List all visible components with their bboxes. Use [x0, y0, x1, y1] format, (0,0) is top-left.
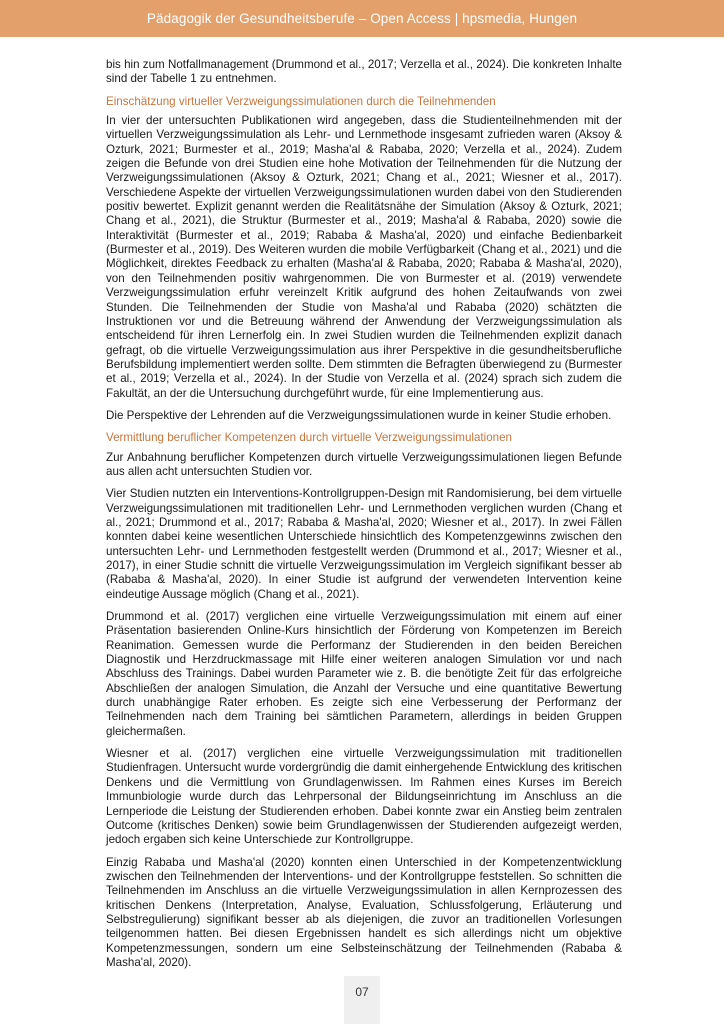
paragraph: Vier Studien nutzten ein Interventions-Kontrollgruppen-Design mit Randomisierung, bei dem virtuelle Verzweigungssimulationen mit traditionellen Lehr- und Lernmethoden verglichen wurden (Chang et al., 2021; Drummond et al., 2017; Rababa & Masha'al, 2020; Wiesner et al., 2017). In zwei Fällen konnten dabei keine wesentlichen Unterschiede hinsichtlich des Kompetenzgewinns zwischen den untersuchten Lehr- und Lernmethoden festgestellt werden (Drummond et al., 2017; Wiesner et al., 2017), in einer Studie schnitt die virtuelle Verzweigungssimulation im Vergleich signifikant besser ab (Rababa & Masha'al, 2020). In einer Studie ist aufgrund der verwendeten Intervention keine eindeutige Aussage möglich (Chang et al., 2021). [106, 487, 622, 601]
running-header: Pädagogik der Gesundheitsberufe – Open Access | hpsmedia, Hungen [146, 11, 578, 26]
paragraph: Die Perspektive der Lehrenden auf die Verzweigungssimulationen wurde in keiner Studie erhoben. [106, 408, 612, 422]
paragraph: Einzig Rababa und Masha'al (2020) konnten einen Unterschied in der Kompetenzentwicklung zwischen den Teilnehmenden der Interventions- und der Kontrollgruppe feststellen. So schnitten die Teilnehmenden im Anschluss an die virtuelle Verzweigungssimulation in allen Kernprozessen des kritischen Denkens (Interpretation, Analyse, Evaluation, Schlussfolgerung, Erläuterung und Selbstregulierung) signifikant besser ab als diejenigen, die zuvor an traditionellen Vorlesungen teilgenommen hatten. Bei diesen Ergebnissen handelt es sich allerdings nicht um objektive Kompetenzmessungen, sondern um eine Selbsteinschätzung der Teilnehmenden (Rababa & Masha'al, 2020). [106, 855, 622, 969]
paragraph: bis hin zum Notfallmanagement (Drummond et al., 2017; Verzella et al., 2024). Die konkreten Inhalte sind der Tabelle 1 zu entnehmen. [106, 58, 622, 86]
section-heading: Einschätzung virtueller Verzweigungssimulationen durch die Teilnehmenden [106, 94, 496, 108]
section-heading: Vermittlung beruflicher Kompetenzen durch virtuelle Verzweigungssimulationen [106, 431, 513, 445]
paragraph: In vier der untersuchten Publikationen wird angegeben, dass die Studienteilnehmenden mit der virtuellen Verzweigungssimulation als Lehr- und Lernmethode insgesamt zufrieden waren (Aksoy & Ozturk, 2021; Burmester et al., 2019; Masha'al & Rababa, 2020; Verzella et al., 2024). Zudem zeigen die Befunde von drei Studien eine hohe Motivation der Teilnehmenden für die Nutzung der Verzweigungssimulationen (Aksoy & Ozturk, 2021; Chang et al., 2021; Wiesner et al., 2017). Verschiedene Aspekte der virtuellen Verzweigungssimulationen wurden dabei von den Studierenden positiv bewertet. Explizit genannt werden die Realitätsnähe der Simulation (Aksoy & Ozturk, 2021; Chang et al., 2021), die Struktur (Burmester et al., 2019; Masha'al & Rababa, 2020) sowie die Interaktivität (Burmester et al., 2019; Rababa & Masha'al, 2020) und einfache Bedienbarkeit (Burmester et al., 2019). Des Weiteren wurden die mobile Verfügbarkeit (Chang et al., 2021) und die Möglichkeit, direktes Feedback zu erhalten (Masha'al & Rababa, 2020; Rababa & Masha'al, 2020), von den Teilnehmenden positiv wahrgenommen. Die von Burmester et al. (2019) verwendete Verzweigungssimulation erfuhr vereinzelt Kritik aufgrund des hohen Zeitaufwands von zwei Stunden. Die Teilnehmenden der Studie von Masha'al und Rababa (2020) schätzten die Instruktionen vor und die Betreuung während der Anwendung der Verzweigungssimulation als entscheidend für ihren Lernerfolg ein. In zwei Studien wurden die Teilnehmenden explizit danach gefragt, ob die virtuelle Verzweigungssimulation aus ihrer Perspektive in die gesundheitsberufliche Berufsbildung implementiert werden sollte. Dem stimmten die Befragten überwiegend zu (Burmester et al., 2019; Verzella et al., 2024). In der Studie von Verzella et al. (2024) sprach sich zudem die Fakultät, an der die Untersuchung durchgeführt wurde, für eine Implementierung aus. [106, 114, 622, 400]
article-body [106, 58, 622, 978]
page-number: 07 [355, 985, 369, 999]
paragraph: Wiesner et al. (2017) verglichen eine virtuelle Verzweigungssimulation mit traditionellen Studienfragen. Untersucht wurde vordergründig die damit einhergehende Entwicklung des kritischen Denkens und die Vermittlung von Grundlagenwissen. Im Rahmen eines Kurses im Bereich Immunbiologie wurde durch das Lehrpersonal der Bildungseinrichtung im Anschluss an die Lernperiode die Leistung der Studierenden erhoben. Dabei konnte zwar ein Anstieg beim zentralen Outcome (kritisches Denken) sowie beim Grundlagenwissen der Studierenden aufgezeigt werden, jedoch ergaben sich keine Unterschiede zur Kontrollgruppe. [106, 747, 622, 847]
page-number-box [344, 976, 380, 1024]
paragraph: Drummond et al. (2017) verglichen eine virtuelle Verzweigungssimulation mit einem auf einer Präsentation basierenden Online-Kurs hinsichtlich der Förderung von Kompetenzen im Bereich Reanimation. Gemessen wurde die Performanz der Studierenden in den beiden Bereichen Diagnostik und Herzdruckmassage mit Hilfe einer weiteren analogen Simulation vor und nach Abschluss des Trainings. Dabei wurden Parameter wie z. B. die benötigte Zeit für das erfolgreiche Abschließen der analogen Simulation, die Anzahl der Versuche und eine quantitative Bewertung durch unabhängige Rater erhoben. Es zeigte sich eine Verbesserung der Performanz der Teilnehmenden nach dem Training bei sämtlichen Parametern, allerdings in beiden Gruppen gleichermaßen. [106, 610, 622, 738]
paragraph: Zur Anbahnung beruflicher Kompetenzen durch virtuelle Verzweigungssimulationen liegen Befunde aus allen acht untersuchten Studien vor. [106, 450, 622, 478]
